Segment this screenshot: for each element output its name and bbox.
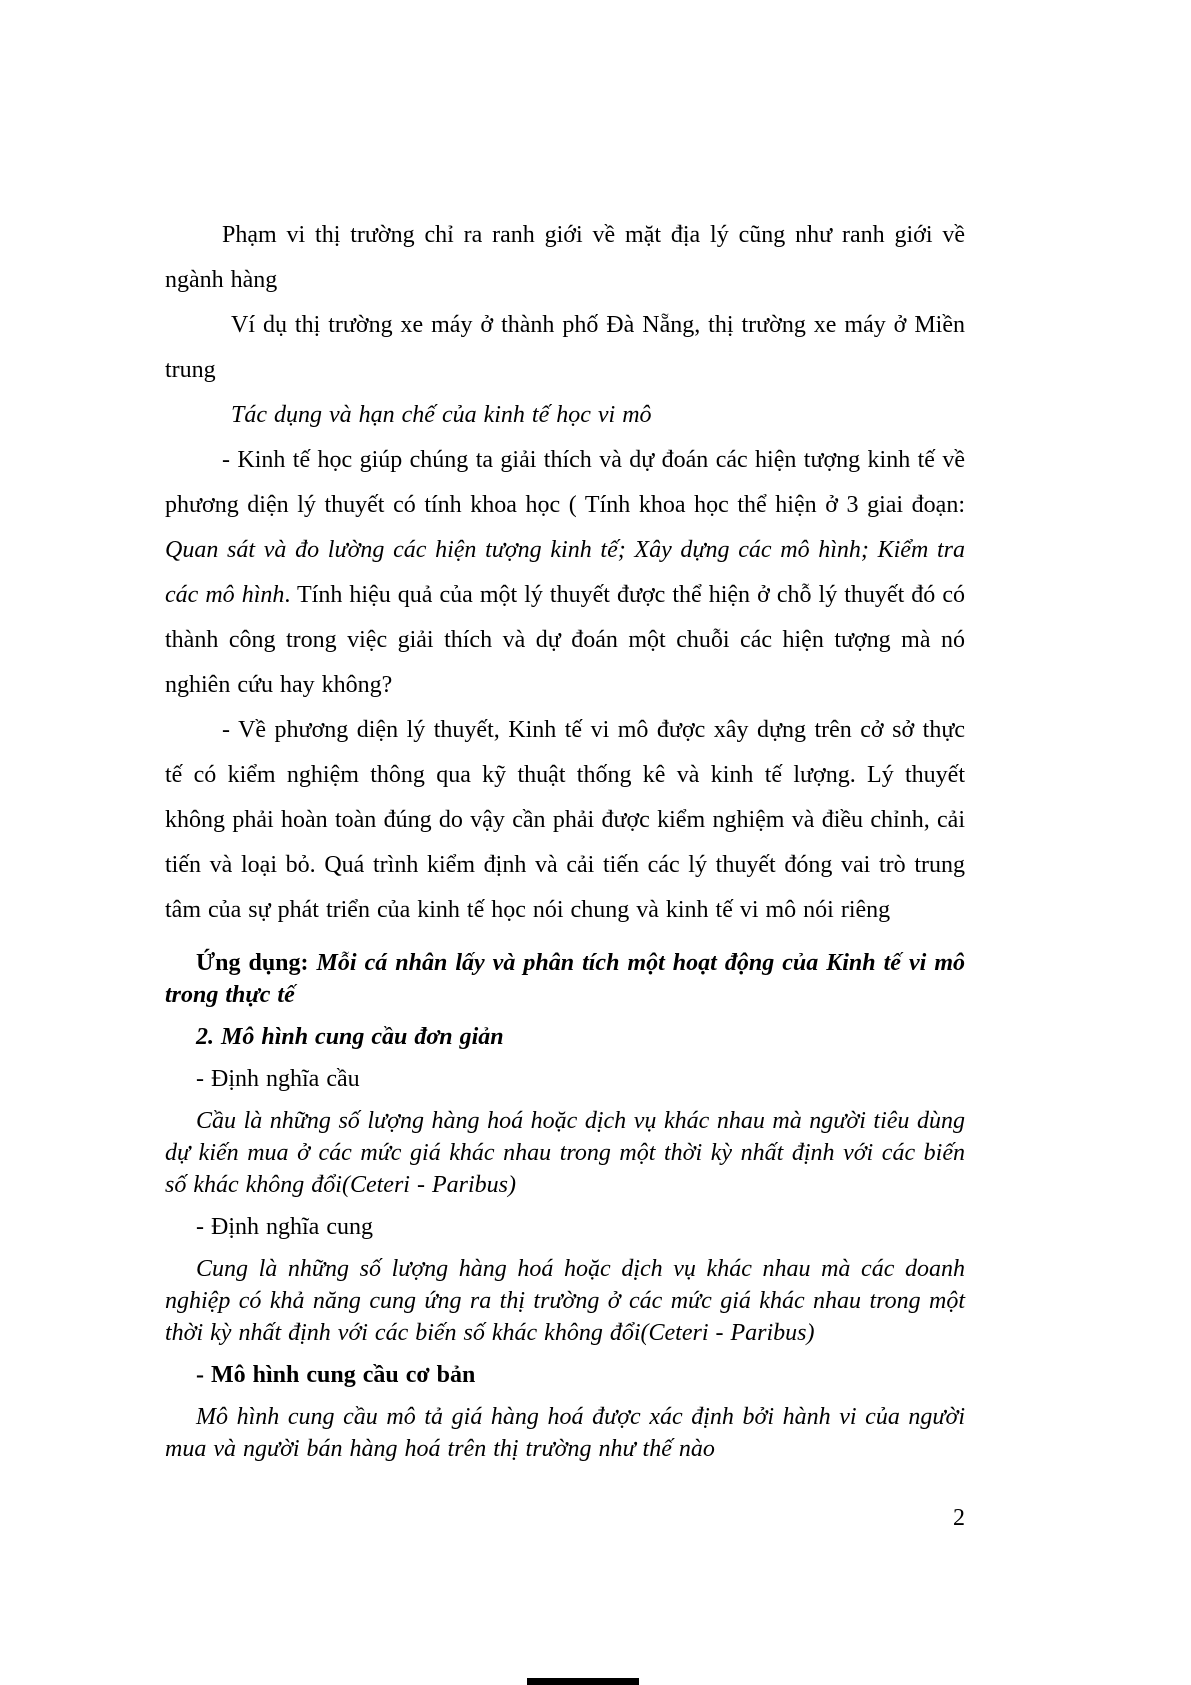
paragraph [165, 1359, 965, 1391]
text-run: Quan sát và đo lường các hiện tượng kinh tế; Xây dựng các mô hình; Kiểm tra các mô hình [165, 537, 965, 608]
paragraph [165, 1105, 965, 1201]
text-run: Mô hình cung cầu mô tả giá hàng hoá được xác định bởi hành vi của người mua và người bán hàng hoá trên thị trường như thế nào [165, 1404, 965, 1462]
text-run: Tác dụng và hạn chế của kinh tế học vi mô [231, 402, 652, 428]
paragraph [165, 393, 965, 438]
document-body [165, 213, 965, 1465]
paragraph [165, 1021, 965, 1053]
paragraph [165, 303, 965, 393]
paragraph [165, 213, 965, 303]
text-run: Ví dụ thị trường xe máy ở thành phố Đà Nẵng, thị trường xe máy ở Miền trung [165, 312, 965, 383]
paragraph [165, 1253, 965, 1349]
paragraph [165, 1401, 965, 1465]
text-run: - Định nghĩa cầu [196, 1066, 360, 1092]
text-run: - Về phương diện lý thuyết, Kinh tế vi mô được xây dựng trên cở sở thực tế có kiểm nghiệm thông qua kỹ thuật thống kê và kinh tế lượng. Lý thuyết không phải hoàn toàn đúng do vậy cần phải được kiểm nghiệm và điều chỉnh, cải tiến và loại bỏ. Quá trình kiểm định và cải tiến các lý thuyết đóng vai trò trung tâm của sự phát triển của kinh tế học nói chung và kinh tế vi mô nói riêng [165, 717, 965, 923]
page-footer [165, 1503, 965, 1533]
paragraph [165, 947, 965, 1011]
text-run: Cung là những số lượng hàng hoá hoặc dịch vụ khác nhau mà các doanh nghiệp có khả năng cung ứng ra thị trường ở các mức giá khác nhau trong một thời kỳ nhất định với các biến số khác không đổi(Ceteri - Paribus) [165, 1256, 965, 1346]
page-bottom-artifact [527, 1678, 639, 1685]
text-run: 2. Mô hình cung cầu đơn giản [196, 1024, 504, 1050]
text-run: - Mô hình cung cầu cơ bản [196, 1362, 476, 1388]
paragraph [165, 1063, 965, 1095]
paragraph [165, 1211, 965, 1243]
text-run: . Tính hiệu quả của một lý thuyết được thể hiện ở chỗ lý thuyết đó có thành công trong việc giải thích và dự đoán một chuỗi các hiện tượng mà nó nghiên cứu hay không? [165, 582, 965, 698]
text-run: Ứng dụng: [196, 950, 317, 976]
text-run: - Định nghĩa cung [196, 1214, 373, 1240]
text-run: - Kinh tế học giúp chúng ta giải thích và dự đoán các hiện tượng kinh tế về phương diện lý thuyết có tính khoa học ( Tính khoa học thể hiện ở 3 giai đoạn: [165, 447, 965, 518]
text-run: Cầu là những số lượng hàng hoá hoặc dịch vụ khác nhau mà người tiêu dùng dự kiến mua ở các mức giá khác nhau trong một thời kỳ nhất định với các biến số khác không đổi(Ceteri - Paribus) [165, 1108, 965, 1198]
paragraph [165, 708, 965, 933]
text-run: Mỗi cá nhân lấy và phân tích một hoạt động của Kinh tế vi mô trong thực tế [165, 950, 966, 1008]
page-number: 2 [953, 1505, 965, 1531]
paragraph [165, 438, 965, 708]
text-run: Phạm vi thị trường chỉ ra ranh giới về mặt địa lý cũng như ranh giới về ngành hàng [165, 222, 965, 293]
